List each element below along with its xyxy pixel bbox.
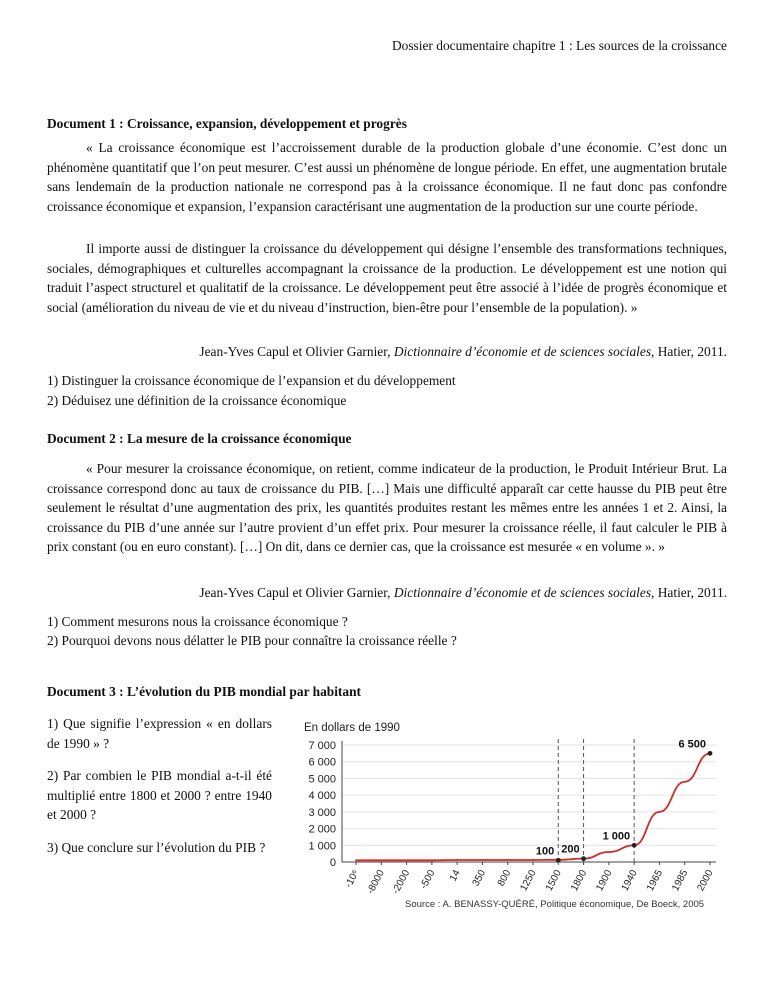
document-1-title: Document 1 : Croissance, expansion, développement et progrès (47, 116, 407, 131)
chart-point (406, 859, 408, 861)
chart-x-tick-label: 1940 (619, 868, 640, 894)
chart-annotation-marker (708, 751, 713, 756)
document-1-paragraph-1: « La croissance économique est l’accroissement durable de la production globale d’une économie. C’est donc un phénomène quantitatif que l’on peut mesurer. C’est aussi un phénomène de longue période. En effet, une augmentation brutale sans lendemain de la production nationale ne correspond pas à la croissance économique. Il ne faut donc pas confondre croissance économique et expansion, l’expansion caractérisant une augmentation de la production sur une courte période. (47, 140, 727, 214)
chart-y-axis-label: En dollars de 1990 (304, 722, 400, 734)
chart-point (532, 859, 534, 861)
chart-x-tick-label: -2000 (390, 868, 413, 896)
document-1-question-1: 1) Distinguer la croissance économique de l’expansion et du développement (47, 373, 456, 388)
chart-point (380, 859, 382, 861)
chart-y-tick-label: 3 000 (308, 806, 336, 819)
chart-y-tick-label: 1 000 (308, 840, 336, 853)
chart-x-ticks (343, 862, 716, 896)
document-2-question-2: 2) Pourquoi devons nous délatter le PIB pour connaître la croissance réelle ? (47, 633, 457, 648)
chart-annotation-label: 100 (535, 845, 555, 858)
source-authors: Jean-Yves Capul et Olivier Garnier, (199, 585, 394, 600)
chart-annotation-label: 1 000 (602, 830, 631, 843)
chart-axes (342, 741, 716, 862)
chart-annotation-marker (581, 856, 586, 861)
chart-x-tick-label: -10⁶ (343, 868, 362, 890)
chart-y-tick-label: 4 000 (308, 790, 336, 803)
chart-x-tick-label: -8000 (365, 868, 387, 896)
chart-x-tick-label: 1800 (569, 868, 590, 894)
chart-x-tick-label: 800 (495, 868, 514, 889)
chart-annotation-label: 6 500 (678, 738, 706, 751)
chart-point (355, 859, 357, 861)
chart-point (608, 851, 610, 853)
chart-x-tick-label: -500 (418, 868, 438, 892)
document-1-question-2: 2) Déduisez une définition de la croissance économique (47, 393, 347, 408)
chart-annotations (536, 738, 712, 862)
document-3-title: Document 3 : L’évolution du PIB mondial par habitant (47, 684, 361, 699)
source-publisher: , Hatier, 2011. (651, 585, 727, 600)
document-1-paragraph-2: Il importe aussi de distinguer la croissance du développement qui désigne l’ensemble des transformations techniques, sociales, démographiques et culturelles accompagnant la croissance de la production. Le développement est une notion qui traduit l’aspect structurel et qualitatif de la croissance. Le développement peut être associé à l’idée de progrès économique et social (amélioration du niveau de vie et du niveau d’instruction, bien-être pour l’ensemble de la population). » (47, 241, 727, 315)
chart-y-tick-label: 6 000 (308, 756, 336, 769)
gdp-chart-svg (284, 715, 726, 915)
chart-y-ticks (308, 740, 336, 869)
chart-x-tick-label: 1900 (594, 868, 615, 894)
chart-annotation-marker (632, 843, 637, 848)
chart-point (431, 859, 433, 861)
source-book-title: Dictionnaire d’économie et de sciences sociales (393, 585, 652, 600)
source-authors: Jean-Yves Capul et Olivier Garnier, (199, 344, 394, 359)
document-3-question-2: 2) Par combien le PIB mondial a-t-il été multiplié entre 1800 et 2000 ? entre 1940 et 2000 ? (47, 768, 272, 822)
chart-point (659, 811, 661, 813)
chart-y-tick-label: 2 000 (308, 823, 336, 836)
chart-point (482, 859, 484, 861)
chart-grid (342, 745, 716, 845)
chart-y-tick-label: 7 000 (308, 740, 336, 752)
source-book-title: Dictionnaire d’économie et de sciences sociales (393, 344, 652, 359)
chart-point (507, 859, 509, 861)
document-2-source (199, 585, 727, 601)
page-header: Dossier documentaire chapitre 1 : Les sources de la croissance (391, 38, 727, 53)
chart-point (456, 859, 458, 861)
chart-x-tick-label: 1500 (543, 868, 564, 894)
chart-line-gdp (356, 753, 710, 860)
document-3-question-3: 3) Que conclure sur l’évolution du PIB ? (47, 840, 266, 855)
document-3-question-1: 1) Que signifie l’expression « en dollars de 1990 » ? (47, 716, 272, 751)
gdp-chart (284, 715, 726, 915)
document-2-title: Document 2 : La mesure de la croissance économique (47, 431, 352, 446)
chart-point (684, 781, 686, 783)
document-1-source (199, 344, 727, 360)
source-publisher: , Hatier, 2011. (651, 344, 727, 359)
chart-x-tick-label: 1965 (644, 868, 666, 894)
chart-y-tick-label: 0 (329, 857, 336, 869)
chart-x-tick-label: 2000 (695, 868, 716, 894)
chart-x-tick-label: 350 (470, 868, 489, 889)
chart-x-tick-label: 1985 (670, 868, 691, 894)
document-2-paragraph: « Pour mesurer la croissance économique, on retient, comme indicateur de la production, le Produit Intérieur Brut. La croissance correspond donc au taux de croissance du PIB. […] Mais une difficulté apparaît car cette hausse du PIB peut être seulement le résultat d’une augmentation des prix, les quantités produites restant les mêmes entre les années 1 et 2. Ainsi, la croissance du PIB d’une année sur l’autre provient d’un effet prix. Pour mesurer la croissance réelle, il faut calculer le PIB à prix constant (ou en euro constant). […] On dit, dans ce dernier cas, que la croissance est mesurée « en volume ». » (47, 461, 727, 555)
document-2-question-1: 1) Comment mesurons nous la croissance économique ? (47, 614, 348, 629)
chart-x-tick-label: 14 (447, 868, 463, 884)
document-3-source: Source : A. BENASSY-QUÉRÉ, Politique économique, De Boeck, 2005 (405, 899, 705, 910)
chart-y-tick-label: 5 000 (308, 773, 336, 786)
chart-x-tick-label: 1250 (518, 868, 539, 894)
chart-annotation-label: 200 (561, 843, 580, 856)
